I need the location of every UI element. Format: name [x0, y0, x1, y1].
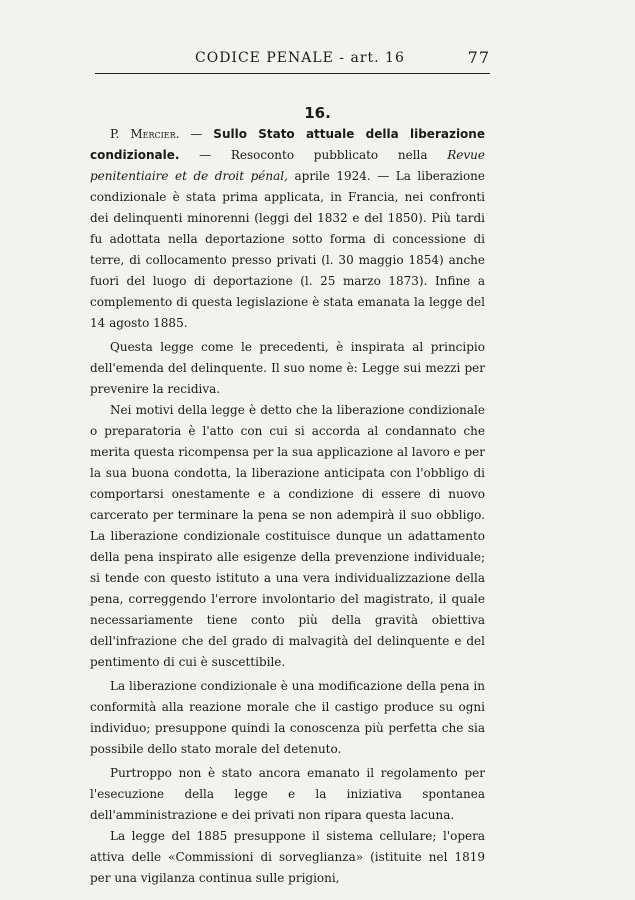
paragraph: Purtroppo non è stato ancora emanato il regolamento per l'esecuzione della legge e la iniziativa spontanea dell'amministrazione e dei privati non ripara questa lacuna. — [90, 766, 485, 822]
section-number: 16. — [304, 104, 331, 122]
entry-paragraph — [90, 124, 485, 334]
body-text — [90, 124, 485, 889]
entry-source-intro: — Resoconto pubblicato nella — [179, 148, 448, 162]
running-header — [95, 48, 490, 72]
page-number: 77 — [467, 48, 490, 67]
paragraph: La legge del 1885 presuppone il sistema cellulare; l'opera attiva delle «Commissioni di sorveglianza» (istituite nel 1819 per una vigilanza continua sulle prigioni, — [90, 829, 485, 885]
entry-title: Sullo Stato attuale della liberazione condizionale. — [90, 127, 485, 162]
header-rule — [95, 73, 490, 74]
entry-text: aprile 1924. — La liberazione condizionale è stata prima applicata, in Francia, nei confronti dei delinquenti minorenni (leggi del 1832 e del 1850). Più tardi fu adottata nella deportazione sotto forma di concessione di terre, di collocamento presso privati (l. 30 maggio 1854) anche fuori del luogo di deportazione (l. 25 marzo 1873). Infine a complemento di questa legislazione è stata emanata la legge del 14 agosto 1885. — [90, 169, 486, 330]
running-title: CODICE PENALE - art. 16 — [195, 50, 405, 66]
entry-author: P. Mercier. — [110, 127, 180, 141]
paragraph: La liberazione condizionale è una modificazione della pena in conformità alla reazione morale che il castigo produce su ogni individuo; presuppone quindi la conoscenza più perfetta che sia possibile dello stato morale del detenuto. — [90, 679, 485, 756]
paragraph: Nei motivi della legge è detto che la liberazione condizionale o preparatoria è l'atto con cui si accorda al condannato che merita questa ricompensa per la sua applicazione al lavoro e per la sua buona condotta, la liberazione anticipata con l'obbligo di comportarsi onestamente e a condizione di essere di nuovo carcerato per terminare la pena se non adempirà il suo obbligo. La liberazione condizionale costituisce dunque un adattamento della pena inspirato alle esigenze della prevenzione individuale; si tende con questo istituto a una vera individualizzazione della pena, correggendo l'errore involontario del magistrato, il quale necessariamente tiene conto più della gravità obiettiva dell'infrazione che del grado di malvagità del delinquente e del pentimento di cui è suscettibile. — [90, 403, 485, 669]
entry-journal: Revue penitentiaire et de droit pénal, — [90, 148, 485, 183]
entry-dash: — — [179, 127, 214, 141]
paragraph: Questa legge come le precedenti, è inspirata al principio dell'emenda del delinquente. Il suo nome è: Legge sui mezzi per prevenire la recidiva. — [90, 340, 485, 396]
